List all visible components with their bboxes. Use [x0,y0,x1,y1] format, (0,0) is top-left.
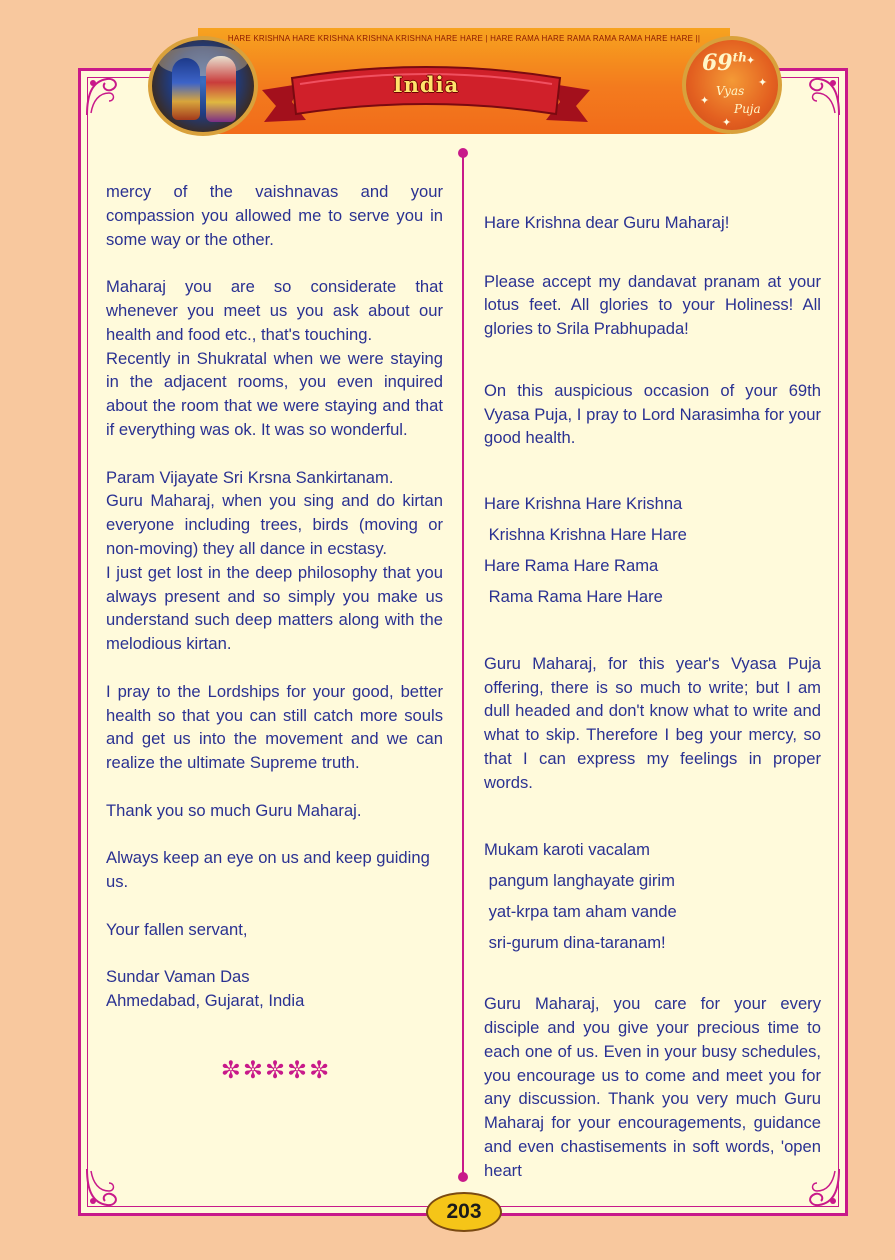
left-paragraph-5: Guru Maharaj, when you sing and do kirtan everyone including trees, birds (moving or non-moving) they all dance in ecstasy. [106,491,443,558]
sparkle-icon: ✦ [746,55,756,67]
verse-line: sri-gurum dina-taranam! [484,933,666,953]
verse-line: Mukam karoti vacalam [484,840,650,860]
corner-ornament [797,73,843,119]
verse-line: yat-krpa tam aham vande [484,902,677,922]
mantra-line: Hare Rama Hare Rama [484,555,659,575]
left-paragraph-8: Thank you so much Guru Maharaj. [106,800,362,820]
right-paragraph-2: On this auspicious occasion of your 69th Vyasa Puja, I pray to Lord Narasimha for your good health. [484,380,821,448]
page-number-badge [426,1192,502,1232]
signature-name: Sundar Vaman Das [106,967,250,987]
left-paragraph-9: Always keep an eye on us and keep guiding us. [106,848,430,892]
mantra-block [484,488,821,612]
sanskrit-verse [484,834,821,958]
badge-word-puja: Puja [734,102,761,116]
divider-dot [458,148,468,158]
left-paragraph-6: I just get lost in the deep philosophy that you always present and so simply you make us understand such deep matters along with the melodious kirtan. [106,562,443,654]
left-paragraph-1: mercy of the vaishnavas and your compassion you allowed me to serve you in some way or the other. [106,182,443,249]
closing-line: Your fallen servant, [106,919,248,939]
mantra-line: Rama Rama Hare Hare [484,586,663,606]
left-column [106,180,443,1013]
title-ribbon [256,50,596,138]
right-paragraph-4: Guru Maharaj, you care for your every disciple and you give your precious time to each one of us. Even in your busy schedules, you encourage us to come and meet you for any discussion. Thank you very much Guru Maharaj for your encouragements, guidance and even chastisements in soft words, 'open heart [484,994,821,1180]
right-paragraph-1: Please accept my dandavat pranam at your lotus feet. All glories to your Holiness! All glories to Srila Prabhupada! [484,271,821,339]
page-title: India [392,72,460,97]
left-paragraph-2: Maharaj you are so considerate that whenever you meet us you ask about our health and food etc., that's touching. [106,277,443,344]
left-paragraph-3: Recently in Shukratal when we were staying in the adjacent rooms, you even inquired about the room that we were staying and that if everything was ok. It was so wonderful. [106,348,443,439]
signature-place: Ahmedabad, Gujarat, India [106,991,305,1011]
stars-ornament: ✼✼✼✼✼ [220,1057,332,1084]
chant-line: HARE KRISHNA HARE KRISHNA KRISHNA KRISHNA HARE HARE | HARE RAMA HARE RAMA RAMA RAMA HARE HARE || [227,34,701,43]
corner-ornament [83,1165,129,1211]
page-number: 203 [446,1200,482,1223]
mantra-line: Krishna Krishna Hare Hare [484,524,687,544]
badge-suffix: th [732,50,747,65]
right-paragraph-3: Guru Maharaj, for this year's Vyasa Puja offering, there is so much to write; but I am dull headed and don't know what to write and what to skip. Therefore I beg your mercy, so that I can express my feelings in proper words. [484,653,821,792]
deity-medallion [148,36,258,136]
vyas-puja-badge [682,36,782,134]
column-divider [462,152,464,1178]
divider-dot [458,1172,468,1182]
verse-line: pangum langhayate girim [484,871,675,891]
badge-number: 69 [702,50,733,76]
sparkle-icon: ✦ [758,77,768,89]
sparkle-icon: ✦ [700,95,710,107]
corner-ornament [83,73,129,119]
sparkle-icon: ✦ [722,117,732,129]
left-paragraph-7: I pray to the Lordships for your good, better health so that you can still catch more souls and get us into the movement and we can realize the ultimate Supreme truth. [106,681,443,773]
right-column [484,211,821,1183]
mantra-line: Hare Krishna Hare Krishna [484,493,683,513]
left-paragraph-4: Param Vijayate Sri Krsna Sankirtanam. [106,467,394,487]
badge-word-vyas: Vyas [716,84,745,98]
greeting: Hare Krishna dear Guru Maharaj! [484,213,730,232]
